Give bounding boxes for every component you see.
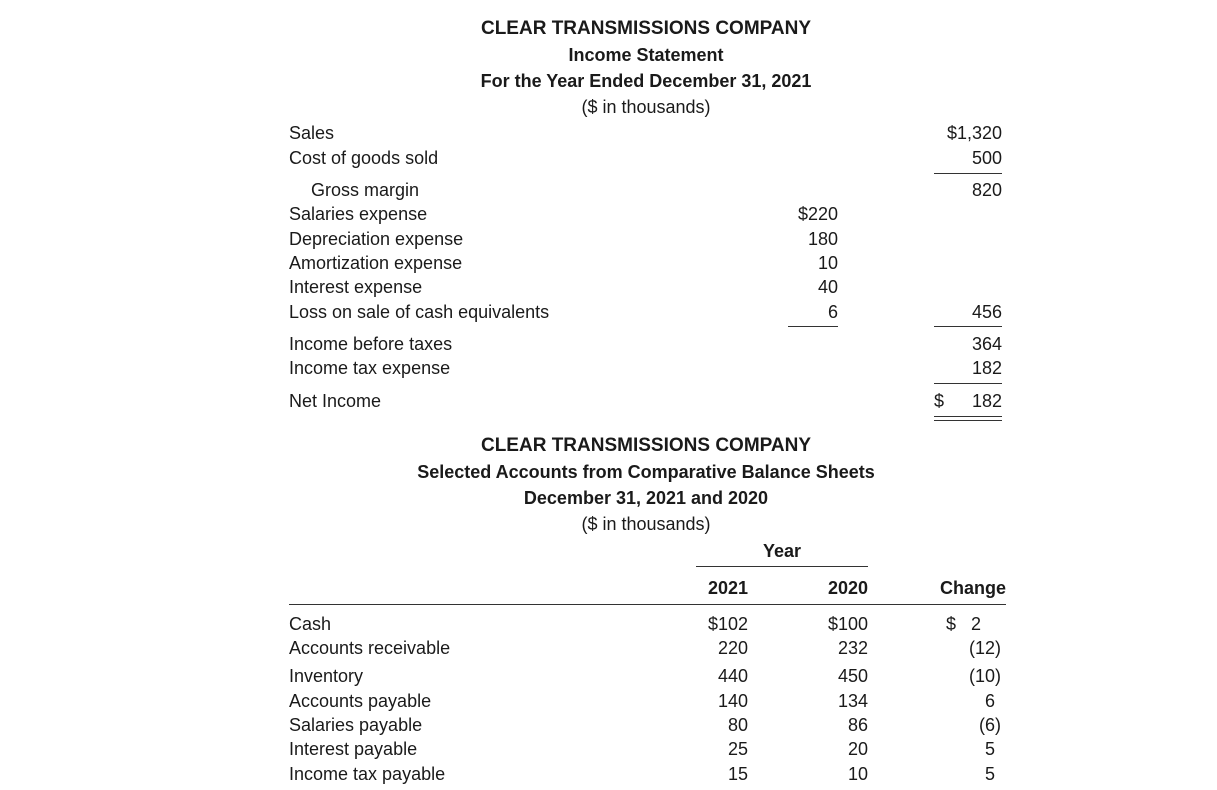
row-label-net-income: Net Income (289, 391, 382, 411)
expenses-total-underline (934, 326, 1002, 327)
income-statement-title: Income Statement (568, 45, 724, 65)
bs-row-2020: 450 (837, 666, 868, 686)
bs-row-change: 5 (984, 764, 995, 784)
row-total-sales: $1,320 (946, 123, 1002, 143)
bs-row-change: 6 (984, 691, 995, 711)
income-statement-company: CLEAR TRANSMISSIONS COMPANY (480, 18, 812, 39)
bs-row-change: $ 2 (946, 614, 982, 634)
column-header-rule (289, 604, 1006, 605)
balance-sheet-title: Selected Accounts from Comparative Balance Sheets (417, 462, 875, 482)
net-income-double-underline (934, 416, 1002, 421)
bs-row-change: (6) (979, 715, 1001, 735)
bs-row-label: Accounts receivable (289, 638, 451, 658)
bs-row-2020: $100 (827, 614, 868, 634)
column-header-change: Change (939, 578, 1006, 598)
bs-row-2021: 440 (717, 666, 748, 686)
cogs-underline (934, 173, 1002, 174)
column-header-2021: 2021 (707, 578, 748, 598)
column-header-2020: 2020 (827, 578, 868, 598)
row-detail-amortization: 10 (817, 253, 838, 273)
row-label-salaries: Salaries expense (289, 204, 428, 224)
row-total-income-tax: 182 (971, 358, 1002, 378)
row-total-loss: 456 (971, 302, 1002, 322)
year-group-header: Year (762, 541, 802, 561)
bs-row-2020: 86 (847, 715, 868, 735)
bs-row-2020: 134 (837, 691, 868, 711)
row-total-net-income: 182 (971, 391, 1002, 411)
row-detail-loss: 6 (827, 302, 838, 322)
row-total-income-before-taxes: 364 (971, 334, 1002, 354)
bs-row-2021: 220 (717, 638, 748, 658)
row-total-gross-margin: 820 (971, 180, 1002, 200)
row-detail-salaries: $220 (797, 204, 838, 224)
balance-sheet-units: ($ in thousands) (581, 514, 711, 534)
bs-row-label: Income tax payable (289, 764, 446, 784)
year-group-underline (696, 566, 868, 567)
row-label-amortization: Amortization expense (289, 253, 463, 273)
row-label-depreciation: Depreciation expense (289, 229, 464, 249)
tax-underline (934, 383, 1002, 384)
bs-row-2021: 25 (727, 739, 748, 759)
income-statement-period: For the Year Ended December 31, 2021 (480, 71, 812, 91)
row-label-interest: Interest expense (289, 277, 423, 297)
bs-row-label: Salaries payable (289, 715, 423, 735)
row-detail-interest: 40 (817, 277, 838, 297)
row-label-loss: Loss on sale of cash equivalents (289, 302, 550, 322)
row-label-cogs: Cost of goods sold (289, 148, 439, 168)
expenses-underline (788, 326, 838, 327)
bs-row-label: Interest payable (289, 739, 418, 759)
balance-sheet-company: CLEAR TRANSMISSIONS COMPANY (480, 435, 812, 456)
row-symbol-net-income: $ (934, 391, 945, 411)
bs-row-label: Inventory (289, 666, 364, 686)
row-detail-depreciation: 180 (807, 229, 838, 249)
bs-row-2020: 20 (847, 739, 868, 759)
row-label-sales: Sales (289, 123, 335, 143)
bs-row-label: Accounts payable (289, 691, 432, 711)
bs-row-change: (12) (968, 638, 1001, 658)
row-total-cogs: 500 (971, 148, 1002, 168)
income-statement-units: ($ in thousands) (581, 97, 711, 117)
bs-row-2020: 232 (837, 638, 868, 658)
row-label-income-tax: Income tax expense (289, 358, 451, 378)
bs-row-2021: $102 (707, 614, 748, 634)
bs-row-change: 5 (984, 739, 995, 759)
bs-row-2021: 15 (727, 764, 748, 784)
row-label-income-before-taxes: Income before taxes (289, 334, 453, 354)
row-label-gross-margin: Gross margin (311, 180, 420, 200)
bs-row-2021: 80 (727, 715, 748, 735)
bs-row-2021: 140 (717, 691, 748, 711)
bs-row-label: Cash (289, 614, 332, 634)
balance-sheet-period: December 31, 2021 and 2020 (523, 488, 769, 508)
bs-row-change: (10) (968, 666, 1001, 686)
bs-row-2020: 10 (847, 764, 868, 784)
